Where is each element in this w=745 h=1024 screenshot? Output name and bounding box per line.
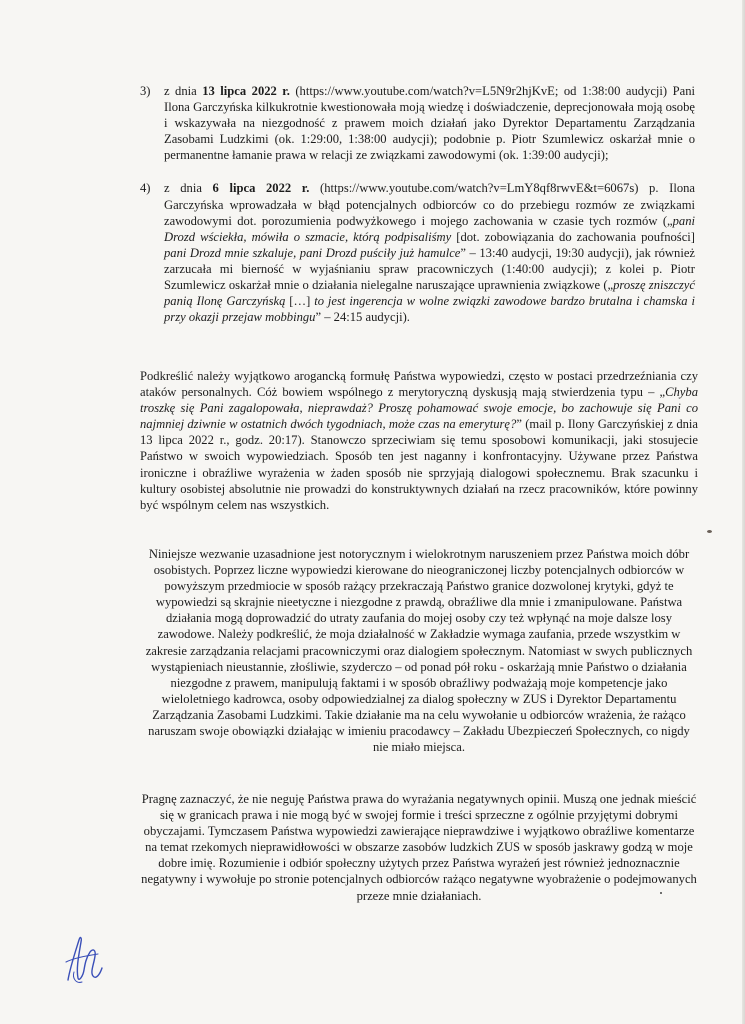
list-date: 13 lipca 2022 r. bbox=[202, 84, 290, 98]
list-date: 6 lipca 2022 r. bbox=[212, 181, 310, 196]
list-text: ” – 13:40 audycji, 19:30 audycji), jak również zarzucała mi bierność w wyjaśnianiu spraw pracowniczych (1:40:00 audycji); z kolei p. Piotr Szumlewicz oskarżał mnie o działania nielegalne naruszające uprawnienia związkowe („ bbox=[164, 245, 696, 293]
quote: proszę zniszczyć panią Ilonę Garczyńską bbox=[164, 278, 695, 309]
list-number: 4) bbox=[140, 181, 151, 196]
quote: to jest ingerencja w wolne związki zawodowe bardzo brutalna i chamska i przy okazji przejaw mobbingu bbox=[164, 294, 695, 325]
list-text: z dnia bbox=[164, 84, 203, 98]
list-text: [dot. zobowiązania do zachowania poufności] bbox=[451, 229, 695, 244]
paper-speck bbox=[660, 892, 662, 894]
handwritten-initials-signature bbox=[60, 928, 110, 988]
list-text: ” – 24:15 audycji). bbox=[315, 310, 410, 325]
list-text: […] bbox=[285, 294, 315, 309]
quote: pani Drozd mnie szkaluje, pani Drozd puściły już hamulce bbox=[164, 245, 461, 260]
paragraph-text: Podkreślić należy wyjątkowo arogancką formułę Państwa wypowiedzi, często w postaci przedrzeźniania czy ataków personalnych. Cóż bowiem wspólnego z merytoryczną dyskusją mają stwierdzenia typu – „ bbox=[140, 369, 698, 400]
list-item-3 bbox=[140, 83, 695, 163]
paragraph-arrogant-form bbox=[140, 368, 698, 513]
paragraph-opinions: Pragnę zaznaczyć, że nie neguję Państwa prawa do wyrażania negatywnych opinii. Muszą one jednak mieścić się w granicach prawa i nie mogą być w swojej formie i treści sprzeczne z ogólnie przyjętymi dobrymi obyczajami. Tymczasem Państwa wypowiedzi zawierające nieprawdziwe i wyjątkowo obraźliwe komentarze na temat rzekomych nieprawidłowości w obszarze zasobów ludzkich ZUS w sposób jaskrawy godzą w moje dobre imię. Rozumienie i odbiór społeczny użytych przez Państwa wyrażeń jest również jednoznacznie negatywny i wywołuje po stronie potencjalnych odbiorców rażąco negatywne wyobrażenie o podejmowanych przeze mnie działaniach. bbox=[141, 792, 697, 903]
list-text: (https://www.youtube.com/watch?v=L5N9r2hjKvE; od 1:38:00 audycji) Pani Ilona Garczyńska kilkukrotnie kwestionowała moją wiedzę i doświadczenie, deprecjonowała moją osobę i wskazywała na niezgodność z prawem moich działań jako Dyrektor Departamentu Zarządzania Zasobami Ludzkimi (ok. 1:29:00, 1:38:00 audycji); podobnie p. Piotr Szumlewicz oskarżał mnie o permanentne łamanie prawa w relacji ze związkami zawodowymi (ok. 1:39:00 audycji); bbox=[164, 84, 695, 163]
paper-speck bbox=[707, 530, 712, 533]
paragraph-personal-rights: Niniejsze wezwanie uzasadnione jest notorycznym i wielokrotnym naruszeniem przez Państwa moich dóbr osobistych. Poprzez liczne wypowiedzi kierowane do nieograniczonej liczby potencjalnych odbiorców w powyższym przedmiocie w sposób rażący przekraczają Państwo granice dozwolonej krytyki, gdyż te wypowiedzi są skrajnie nieetyczne i niezgodne z prawdą, obraźliwe dla mnie i zmanipulowane. Państwa działania mogą doprowadzić do utraty zaufania do mojej osoby czy też wpłynąć na moje dalsze losy zawodowe. Należy podkreślić, że moja działalność w Zakładzie wymaga zaufania, przede wszystkim w zakresie zarządzania relacjami pracowniczymi oraz dialogiem społecznym. Natomiast w swych publicznych wystąpieniach nieustannie, złośliwie, szyderczo – od ponad pół roku - oskarżają mnie Państwo o działania niezgodne z prawem, manipulują faktami i w sposób obraźliwy podważają moje kompetencje jako wieloletniego kadrowca, osoby odpowiedzialnej za dialog społeczny w ZUS i Dyrektor Departamentu Zarządzania Zasobami Ludzkimi. Takie działanie ma na celu wywołanie u odbiorców wrażenia, że rażąco naruszam swoje obowiązki działając w imieniu pracodawcy – Zakładu Ubezpieczeń Społecznych, co nigdy nie miało miejsca. bbox=[145, 547, 693, 755]
list-text: (https://www.youtube.com/watch?v=LmY8qf8rwvE&t=6067s) p. Ilona Garczyńska wprowadzała w błąd potencjalnych odbiorców co do przebiegu rozmów ze związkami zawodowymi dot. porozumienia podwyżkowego i mojego zachowania w czasie tych rozmów („ bbox=[164, 181, 696, 228]
list-text: z dnia bbox=[164, 181, 213, 196]
paragraph-text: ” (mail p. Ilony Garczyńskiej z dnia 13 lipca 2022 r., godz. 20:17). Stanowczo sprzeciwiam się temu sposobowi komunikacji, jaki stosujecie Państwo w swoich wypowiedziach. Sposób ten jest naganny i konfrontacyjny. Używane przez Państwa ironiczne i obraźliwe wyrażenia w żaden sposób nie sprzyjają dialogowi społecznemu. Brak szacunku i kultury osobistej absolutnie nie prowadzi do konstruktywnych działań na rzecz pracowników, które powinny być wspólnym celem nas wszystkich. bbox=[140, 417, 699, 512]
list-item-4 bbox=[140, 180, 695, 325]
list-number: 3) bbox=[140, 84, 151, 98]
numbered-list bbox=[140, 83, 695, 342]
quote: Chyba troszkę się Pani zagalopowała, nieprawdaż? Proszę pohamować swoje emocje, bo zachowuje się Pani co najmniej dziwnie w ostatnich dwóch tygodniach, może czas na emeryturę? bbox=[140, 385, 698, 432]
quote: pani Drozd wściekła, mówiła o szmacie, którą podpisaliśmy bbox=[164, 213, 695, 244]
